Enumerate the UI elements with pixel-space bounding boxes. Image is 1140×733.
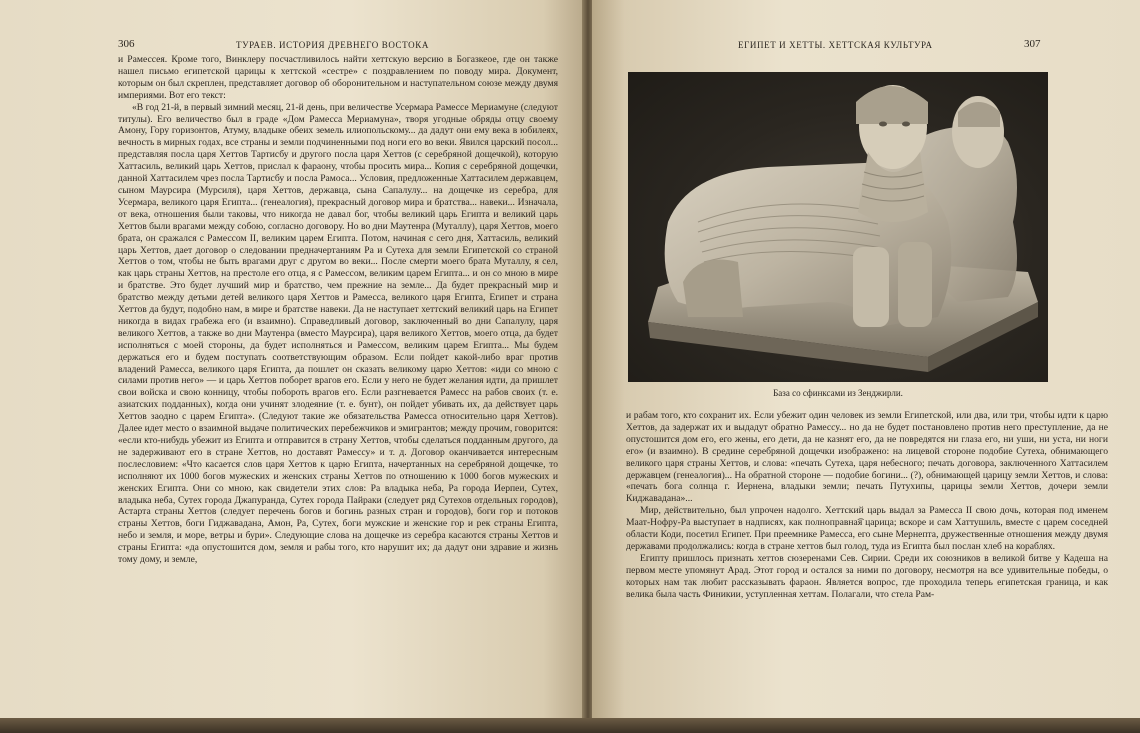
paragraph: Мир, действительно, был упрочен надолго. Хеттский царь выдал за Рамесса II свою дочь, которая под именем Маат-Нофру-Ра выступает в надписях, как полноправна͡я царица; вскоре и сам Хаттушиль, вместе с царем соседней области Коди, посетил Египет. При преемнике Рамесса, его сыне Мернепта, дружественные отношения между двумя державами продолжались: когда в стране хеттов был голод, туда из Египта был послан хлеб на кораблях. <box>626 505 1108 552</box>
figure-caption: База со сфинксами из Зенджирли. <box>773 388 903 398</box>
book-bottom-edge <box>0 718 1140 733</box>
sphinx-base-photo <box>628 72 1048 382</box>
page-number-left: 306 <box>118 38 135 50</box>
running-head-left: ТУРАЕВ. ИСТОРИЯ ДРЕВНЕГО ВОСТОКА <box>236 40 429 50</box>
left-page-text <box>118 54 558 712</box>
paragraph: «В год 21-й, в первый зимний месяц, 21-й день, при величестве Усермара Рамессе Мериамуне (следуют титулы). Его величество был в граде «Дом Рамессa Мериамуна», творя угодные обряды отцу своему Амону, Гору горизонтов, Атуму, владыке обеих земель илиопольскому... да дадут они ему века в юбилеях, вечность в мирных годах, все страны и земли подчиненными под ноги его во веки. Явился царский посол... представляя посла царя Хеттов Тартисбу и другого посла царя Хеттов (с серебряной дощечкой), которую Хаттасиль, великий царь Хеттов, прислал к фараону, чтобы просить мира... Копия с серебряной дощечки, данной Хаттасилем чрез посла Тартисбу и посла Рамоса... Условия, предложенные Хаттасилем державцем, сыном Маурсира (Мурсиля), царя Хеттов, державца, сына Сапалулу... на дощечке из серебра, для Усермара, великого царя Египта... (генеалогия), прекрасный договор мира и братства... навеки... Изначала, от века, отношения были таковы, что никогда не давал бог, чтобы великий царь Египта и великий царь Хеттов были врагами между собою, согласно договору. Но во дни Маутенра (Муталлу), царя Хеттов, моего брата, он сражался с Рамессом II, великим царем Египта. Потом, начиная с сего дня, Хаттасиль, великий царь Хеттов, дает договор о следовании предначертаниям Ра и Сутеха для земли Египетской со страной Хеттов о том, чтобы не быть врагами друг с другом во веки... После смерти моего брата Муталлу, я сел, как царь страны Хеттов, на престоле его отца, я с Рамессом, великим царем Египта... и он со мною в мире и братстве. Это будет лучший мир и братство, чем прежние на земле... Да будет прекрасный мир и братство между детьми детей великого царя Хеттов и Рамесса, великого царя Египта, Египет и страна Хеттов да будут, подобно нам, в мире и братстве навеки. Да не наступает хеттский великий царь на Египет никогда в видах грабежа его (и взаимно). Справедливый договор, заключенный во дни Сапалулу, царя великого Хеттов, а также во дни Маутенра (вместо Маурсира), царя великого Хеттов, моего отца, да будет исполняться с моей стороны, да будет исполняться и Рамессом, великим царем Египта... Мы будем держаться его и будем поступать соответствующим образом. Если пойдет какой-либо враг против владений Рамесса, великого царя Египта, да пошлет он сказать великому царю Хеттов: «иди со мною с силами против него» — и царь Хеттов поборет врагов его. Если у него не будет желания идти, да пришлет свои войска и свою конницу, чтобы побороть врагов его. Если разгневается Рамесс на рабов своих (т. е. азиатских подданных), когда они учинят злодеяние (т. е. бунт), он пойдет убивать их, да действует царь Хеттов заодно с царем Египта». (Следуют такие же обязательства Рамесса относительно царя Хеттов). Далее идет место о взаимной выдаче политических перебежчиков и эмигрантов; между прочим, говорится: «если кто-нибудь убежит из Египта и отправится в страну Хеттов, чтобы сделаться подданным другого, да не задерживают его в стране Хеттов, но доставят Рамессу» и т. д. Договор оканчивается интересным послесловием: «Что касается слов царя Хеттов к царю Египта, начертанных на серебряной дощечке, то исполняют их 1000 богов мужеских и женских страны Хеттов по отношению к 1000 богов мужеских и женских Египта. Они со мною, как свидетели этих слов: Ра владыка неба, Ра города Иерпеи, Сутех, владыка неба, Сутех города Джапуранда, Сутех города Пайраки (следует ряд Сутехов отдельных городов), Астарта страны Хеттов (следует перечень богов и богинь разных стран и городов), боги гор и потоков страны Хеттов, боги Гиджавадана, Амон, Ра, Сутех, боги мужские и женские гор и рек страны Египта, небо и земля, и море, ветры и бури». Следующие слова на дощечке из серебра касаются страны Хеттов и страны Египта: «да опустошится дом, земля и рабы того, кто нарушит их; да дадут они здравие и жизнь тому дому, и земле, <box>118 101 558 566</box>
right-page-text <box>626 410 1108 646</box>
page-number-right: 307 <box>1024 38 1041 50</box>
paragraph: Египту пришлось признать хеттов сюзеренами Сев. Сирии. Среди их союзников в великой битве у Кадеша на первом месте упомянут Арад. Этот город и остался за ними по договору, несмотря на все удивительные победы, о которых нам так любит рассказывать фараон. Является вопрос, где проходила теперь египетская граница, и как велика была часть Финикии, уступленная хеттам. Полагали, что стела Рам- <box>626 552 1108 600</box>
paragraph: и Рамессея. Кроме того, Винклеру посчастливилось найти хеттскую версию в Богазкеое, где он также нашел письмо египетской царицы к хеттской «сестре» с поздравлением по поводу мира. Документ, которым он был скреплен, представляет договор об оборонительном и наступательном союзе между двумя империями. Вот его текст: <box>118 54 558 101</box>
right-page <box>592 0 1140 733</box>
paragraph: и рабам того, кто сохранит их. Если убежит один человек из земли Египетской, или два, или три, чтобы идти к царю Хеттов, да задержат их и выдадут обратно Рамессу... но да не будет постановлено против него преступление, да не опустошится дом его, его жены, его дети, да не казнят его, да не повредятся ни глаза его, ни уши, ни уста, ни ноги его» (и взаимно). В средине серебряной дощечки изображено: на лицевой стороне подобие Сутеха, обнимающего великого царя страны Хеттов, и слова: «печать Сутеха, царя небесного; печать договора, заключенного Хаттасилем державцем (генеалогия)... На обратной стороне — подобие богини... (?), обнимающей царицу земли Хеттов, и слова: «печать бога солнца г. Иернена, владыки земли; печать Путухипы, царицы земли Хеттов, дочери земли Киджавадана»... <box>626 410 1108 505</box>
sphinx-sculpture-illustration <box>628 72 1048 382</box>
running-head-right: ЕГИПЕТ И ХЕТТЫ. ХЕТТСКАЯ КУЛЬТУРА <box>738 40 933 50</box>
